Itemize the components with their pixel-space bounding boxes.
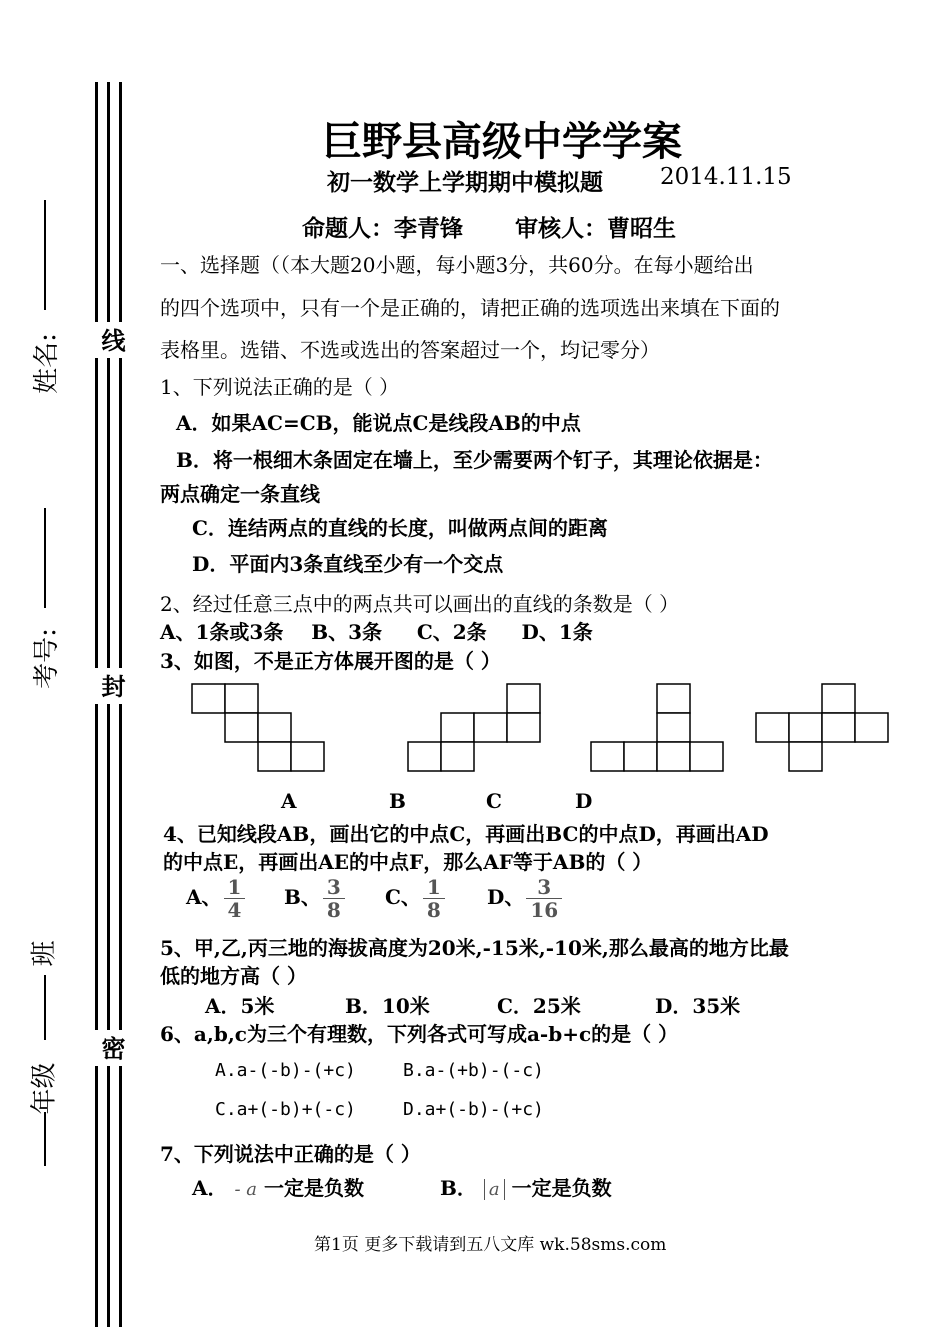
page-title: 巨野县高级中学学案 [322,119,682,165]
q4-option-c: C、 $\frac{1}{8}$ [385,876,447,921]
cube-net-figures [180,680,900,780]
q1-option-d: D．平面内3条直线至少有一个交点 [192,552,504,576]
class-blank [44,975,46,1040]
q5-line2: 低的地方高（ ） [160,964,307,988]
q3-label-b: B [389,789,406,813]
binding-line-3 [119,82,122,1327]
reviewer: 审核人：曹昭生 [515,215,676,242]
grade-label: 年级 [29,1062,60,1115]
q3-label-a: A [281,789,297,813]
q5-line1: 5、甲,乙,丙三地的海拔高度为20米,-15米,-10米,那么最高的地方比最 [160,936,789,960]
q7-option-b-expr: a [484,1179,505,1200]
q4-option-b: B、 $\frac{3}{8}$ [284,876,347,921]
author: 命题人：李青锋 [302,215,463,242]
exam-date: 2014.11.15 [660,164,792,190]
q2-stem: 2、经过任意三点中的两点共可以画出的直线的条数是（ ） [160,592,680,616]
grade-blank [44,1112,46,1166]
section1-line1: 一、选择题（（本大题20小题，每小题3分，共60分。在每小题给出 [160,253,754,277]
q6-option-c: C.a+(-b)+(-c) [215,1099,356,1120]
q4-line2: 的中点E，再画出AE的中点F，那么AF等于AB的（ ） [163,850,653,874]
q7-option-b: B． a 一定是负数 [440,1176,612,1200]
seal-mi-char: 密 [94,1030,129,1066]
exam-number-blank [44,508,46,608]
cube-net-b [408,684,540,771]
q6-option-a: A.a-(-b)-(+c) [215,1060,356,1081]
class-suffix: 班 [29,940,60,967]
q7-option-a-expr: - a [234,1179,258,1200]
q3-stem: 3、如图，不是正方体展开图的是（ ） [160,649,501,673]
name-label: 姓名: [31,333,62,394]
seal-feng-char: 封 [94,668,129,704]
q4-option-a: A、 $\frac{1}{4}$ [186,876,247,921]
q1-option-c: C．连结两点的直线的长度，叫做两点间的距离 [192,516,608,540]
cube-net-c [591,684,723,771]
binding-line-1 [95,82,98,1327]
name-blank [44,200,46,310]
cube-net-d [756,684,888,771]
q3-label-c: C [486,789,502,813]
section1-line2: 的四个选项中，只有一个是正确的，请把正确的选项选出来填在下面的 [160,296,780,320]
section1-line3: 表格里。选错、不选或选出的答案超过一个，均记零分） [160,338,660,362]
q5-option-d: D．35米 [655,994,741,1018]
q5-option-b: B．10米 [345,994,430,1018]
q2-options: A、1条或3条 B、3条 C、2条 D、1条 [160,620,593,644]
cube-net-a [192,684,324,771]
page-footer: 第1页 更多下载请到五八文库 wk.58sms.com [314,1235,667,1255]
q4-option-d: D、 $\frac{3}{16}$ [487,876,564,921]
exam-number-label: 考号: [31,628,62,689]
q6-option-d: D.a+(-b)-(+c) [403,1099,544,1120]
q6-option-b: B.a-(+b)-(-c) [403,1060,544,1081]
q7-stem: 7、下列说法中正确的是（ ） [160,1142,421,1166]
q5-option-c: C．25米 [497,994,581,1018]
q1-stem: 1、下列说法正确的是（ ） [160,375,400,399]
q3-label-d: D [575,789,593,813]
q4-line1: 4、已知线段AB，画出它的中点C，再画出BC的中点D，再画出AD [163,822,769,846]
subtitle: 初一数学上学期期中模拟题 [327,169,603,196]
q1-option-b-cont: 两点确定一条直线 [160,482,320,506]
q1-option-a: A．如果AC=CB，能说点C是线段AB的中点 [176,411,581,435]
q6-stem: 6、a,b,c为三个有理数，下列各式可写成a-b+c的是（ ） [160,1022,679,1046]
q7-option-a: A． - a 一定是负数 [192,1176,365,1200]
binding-line-2 [107,82,110,1327]
q5-option-a: A．5米 [205,994,275,1018]
seal-line-char: 线 [94,322,129,358]
q1-option-b: B．将一根细木条固定在墙上，至少需要两个钉子，其理论依据是： [176,448,773,472]
